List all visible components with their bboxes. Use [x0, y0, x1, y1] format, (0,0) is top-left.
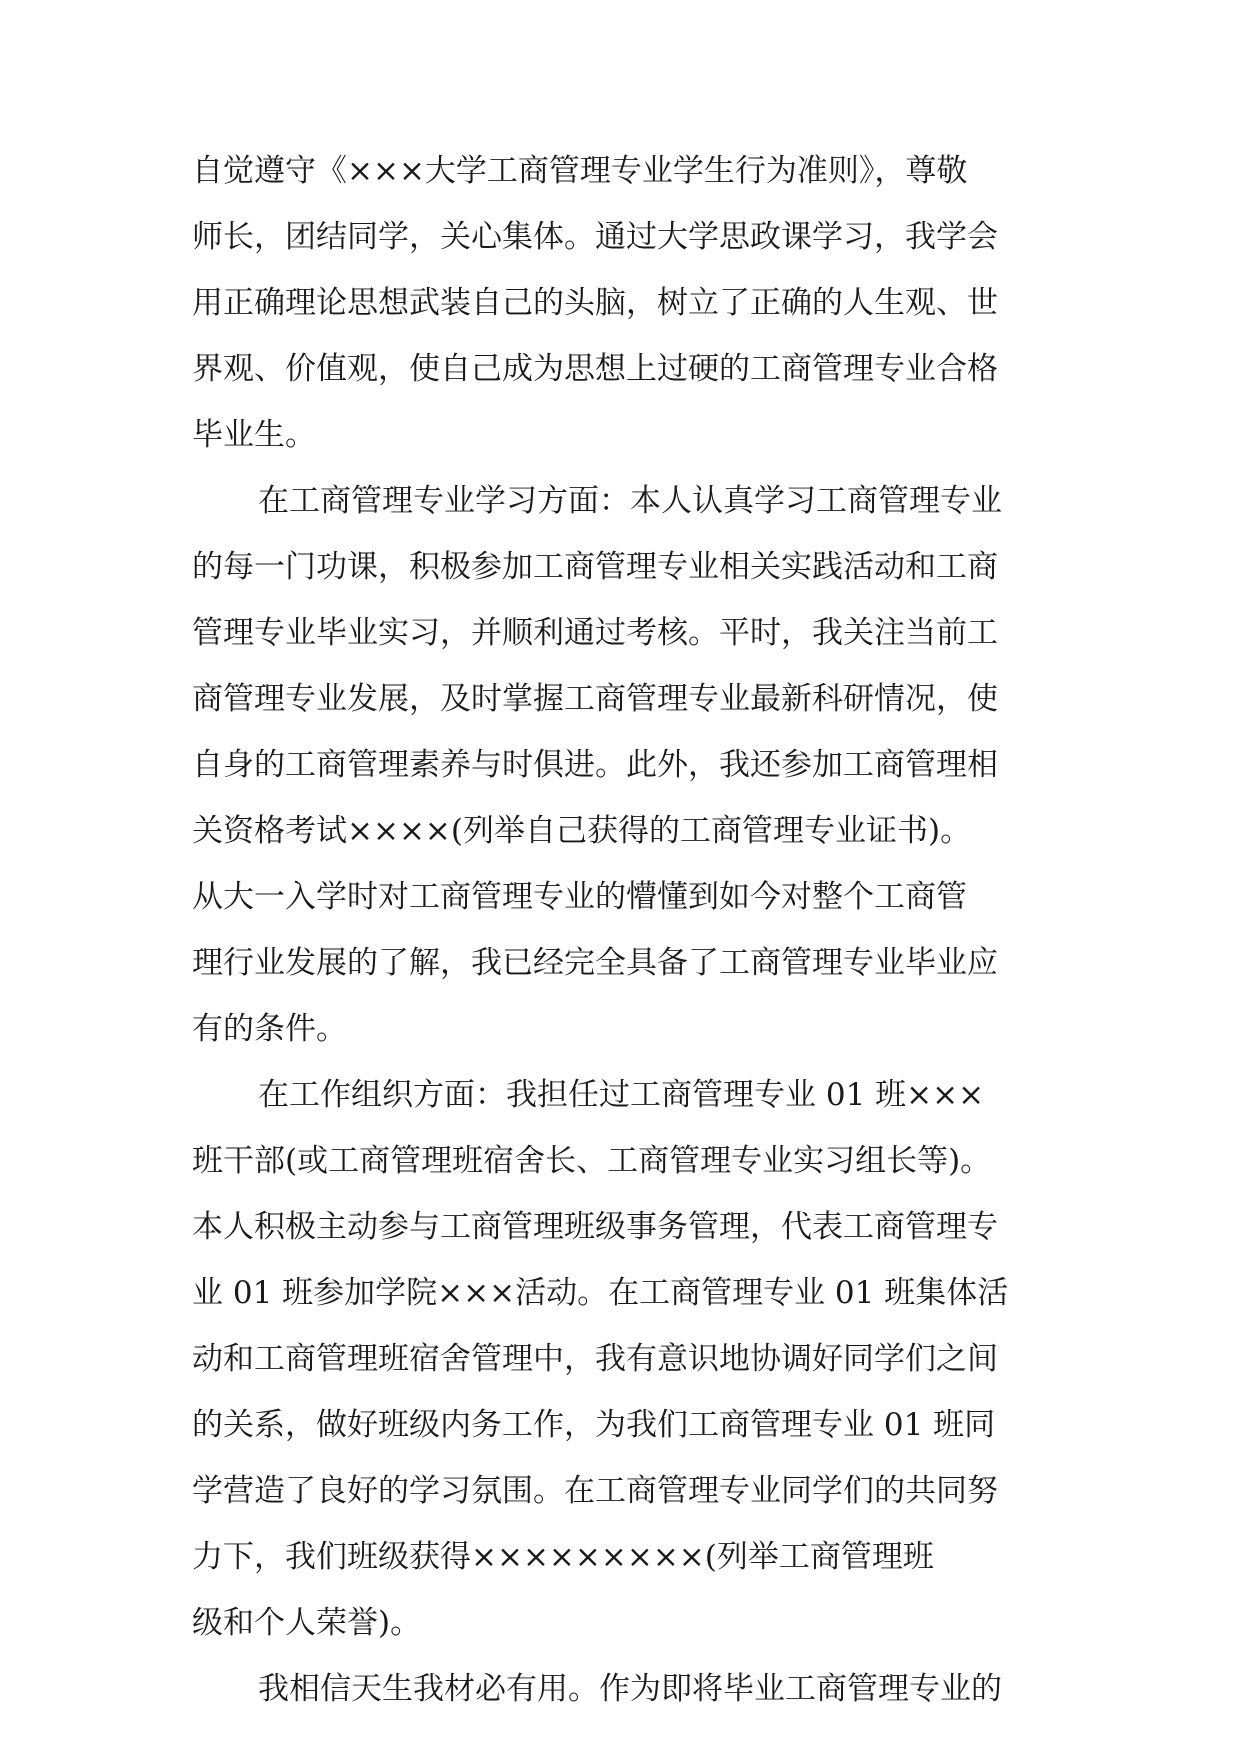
text-line: 关资格考试××××(列举自己获得的工商管理专业证书)。	[192, 813, 972, 849]
text-line: 理行业发展的了解，我已经完全具备了工商管理专业毕业应	[192, 945, 998, 981]
text-line: 管理专业毕业实习，并顺利通过考核。平时，我关注当前工	[192, 615, 998, 651]
text-line: 学营造了良好的学习氛围。在工商管理专业同学们的共同努	[192, 1473, 998, 1509]
text-line: 有的条件。	[192, 1011, 347, 1047]
text-line: 动和工商管理班宿舍管理中，我有意识地协调好同学们之间	[192, 1341, 998, 1377]
text-line: 师长，团结同学，关心集体。通过大学思政课学习，我学会	[192, 219, 998, 255]
text-line: 自身的工商管理素养与时俱进。此外，我还参加工商管理相	[192, 747, 998, 783]
text-line: 班干部(或工商管理班宿舍长、工商管理专业实习组长等)。	[192, 1143, 992, 1179]
text-line: 界观、价值观，使自己成为思想上过硬的工商管理专业合格	[192, 351, 998, 387]
text-line: 的关系，做好班级内务工作，为我们工商管理专业 01 班同	[192, 1407, 996, 1443]
paragraph-first-line: 我相信天生我材必有用。作为即将毕业工商管理专业的	[258, 1671, 1002, 1707]
text-line: 从大一入学时对工商管理专业的懵懂到如今对整个工商管	[192, 879, 967, 915]
text-line: 本人积极主动参与工商管理班级事务管理，代表工商管理专	[192, 1209, 998, 1245]
paragraph-first-line: 在工作组织方面：我担任过工商管理专业 01 班×××	[258, 1077, 985, 1113]
text-line: 用正确理论思想武装自己的头脑，树立了正确的人生观、世	[192, 285, 998, 321]
text-line: 业 01 班参加学院×××活动。在工商管理专业 01 班集体活	[192, 1275, 1009, 1311]
text-line: 级和个人荣誉)。	[192, 1605, 422, 1641]
text-line: 自觉遵守《×××大学工商管理专业学生行为准则》，尊敬	[192, 153, 968, 189]
paragraph-first-line: 在工商管理专业学习方面：本人认真学习工商管理专业	[258, 483, 1002, 519]
text-line: 商管理专业发展，及时掌握工商管理专业最新科研情况，使	[192, 681, 998, 717]
text-line: 的每一门功课，积极参加工商管理专业相关实践活动和工商	[192, 549, 998, 585]
text-line: 毕业生。	[192, 417, 316, 453]
text-line: 力下，我们班级获得×××××××××(列举工商管理班	[192, 1539, 934, 1575]
